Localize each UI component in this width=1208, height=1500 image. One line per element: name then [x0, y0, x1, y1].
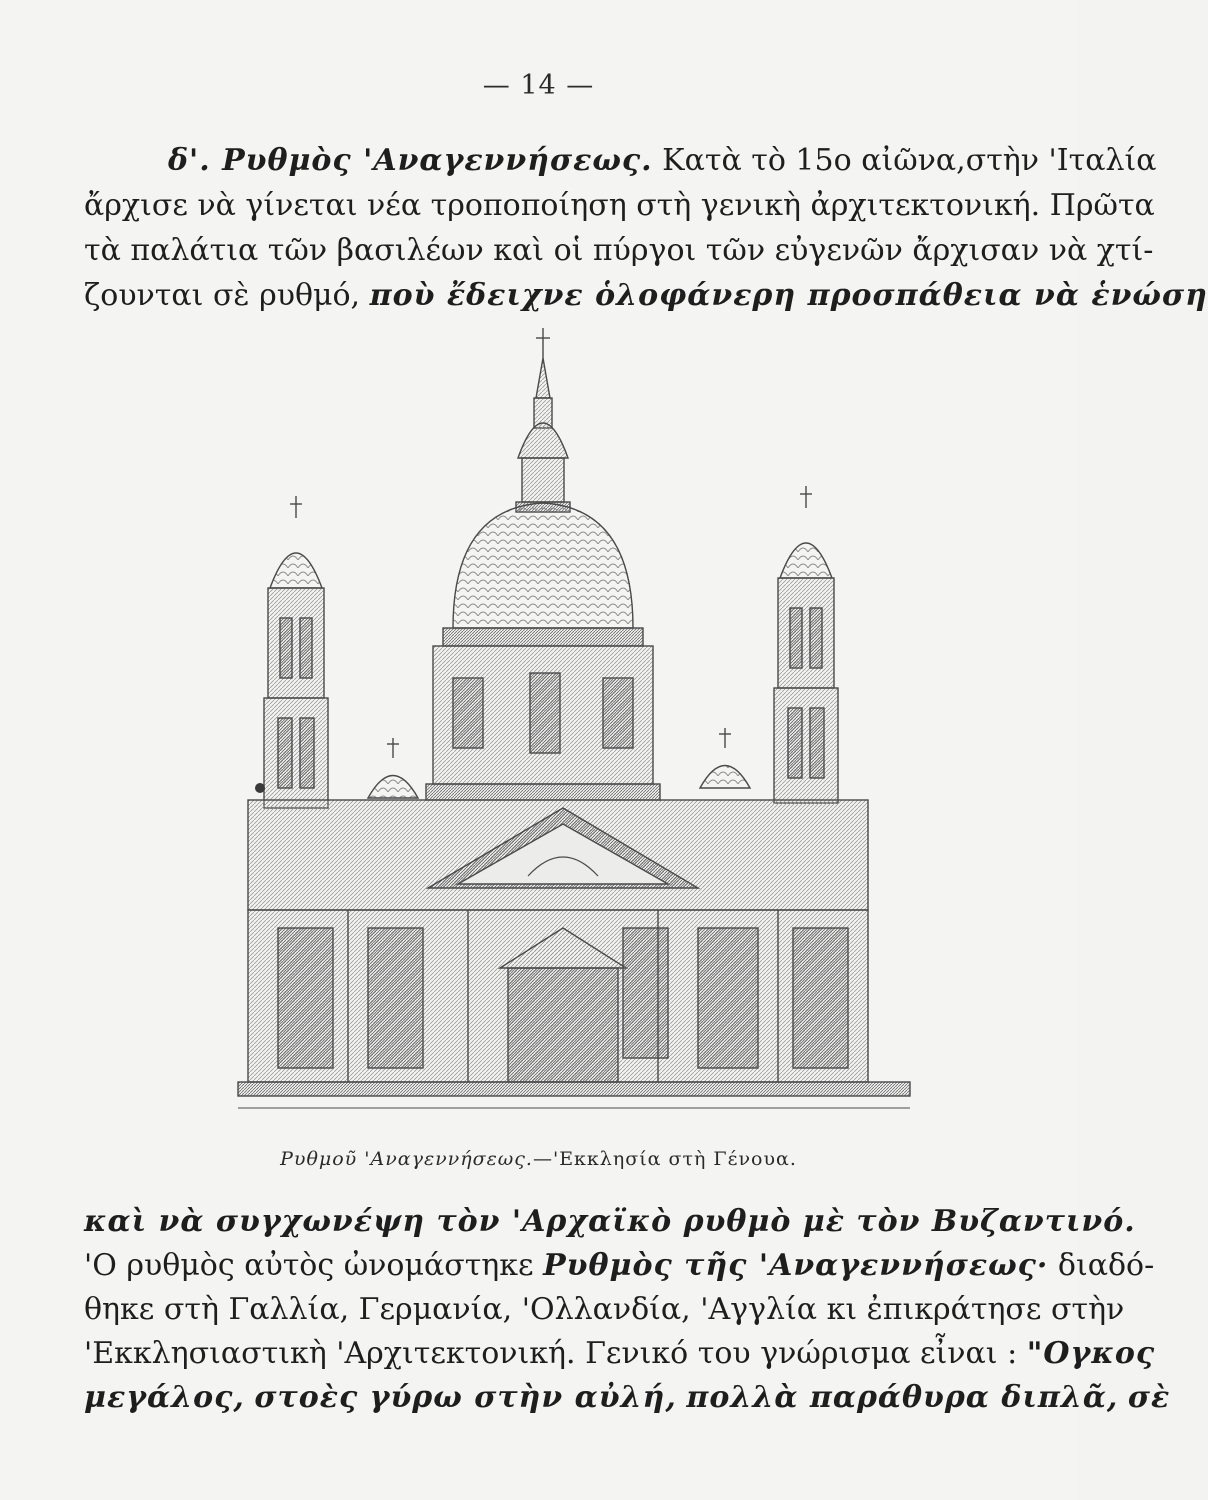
line-text: ζουνται σὲ ρυθμό,: [84, 278, 361, 313]
paragraph-line-3: τὰ παλάτια τῶν βασιλέων καὶ οἱ πύργοι τῶν εὐγενῶν ἄρχισαν νὰ χτί-: [84, 233, 1154, 268]
paragraph-line-2: ἄρχισε νὰ γίνεται νέα τροποποίηση στὴ γενικὴ ἀρχιτεκτονική. Πρῶτα: [84, 188, 1155, 223]
page-number: — 14 —: [482, 70, 595, 101]
paragraph-line-6: [84, 1244, 1155, 1288]
paragraph-line-1: [84, 138, 1157, 183]
paragraph-line-8: [84, 1332, 1156, 1376]
line-text: Κατὰ τὸ 15ο αἰῶνα,στὴν 'Ιταλία: [662, 143, 1157, 178]
line-text: διαδό-: [1057, 1248, 1155, 1283]
emphasized-text: στοὲς γύρω στὴν αὐλή,: [254, 1380, 677, 1415]
church-engraving: [238, 328, 910, 1143]
emphasized-text: σὲ: [1127, 1380, 1171, 1415]
emphasized-text: Ρυθμὸς τῆς 'Αναγεννήσεως·: [543, 1248, 1049, 1283]
paragraph-line-4: [84, 273, 1208, 318]
bottom-paragraph: [84, 1200, 1171, 1420]
emphasized-text: πολλὰ παράθυρα διπλᾶ,: [686, 1380, 1119, 1415]
emphasized-text: "Ογκος: [1026, 1336, 1156, 1371]
genoa-church-illustration: [238, 328, 910, 1143]
line-text: 'Ο ρυθμὸς αὐτὸς ὠνομάστηκε: [84, 1248, 534, 1283]
emphasized-text: μεγάλος,: [84, 1380, 245, 1415]
section-heading: δ'. Ρυθμὸς 'Αναγεννήσεως.: [168, 143, 653, 178]
caption-title: Ρυθμοῦ 'Αναγεννήσεως.: [280, 1148, 533, 1170]
caption-text: —'Εκκλησία στὴ Γένουα.: [532, 1148, 797, 1170]
figure-caption: [0, 1148, 1077, 1170]
paragraph-line-7: θηκε στὴ Γαλλία, Γερμανία, 'Ολλανδία, 'Αγγλία κι ἐπικράτησε στὴν: [84, 1292, 1125, 1327]
top-paragraph: [84, 138, 1208, 318]
emphasized-text: ποὺ ἔδειχνε ὁλοφάνερη προσπάθεια νὰ ἑνώση: [369, 278, 1208, 313]
paragraph-line-5: καὶ νὰ συγχωνέψη τὸν 'Αρχαϊκὸ ρυθμὸ μὲ τὸν Βυζαντινό.: [84, 1204, 1136, 1239]
paragraph-line-9: [84, 1376, 1171, 1420]
line-text: 'Εκκλησιαστικὴ 'Αρχιτεκτονική. Γενικό του γνώρισμα εἶναι :: [84, 1336, 1018, 1371]
